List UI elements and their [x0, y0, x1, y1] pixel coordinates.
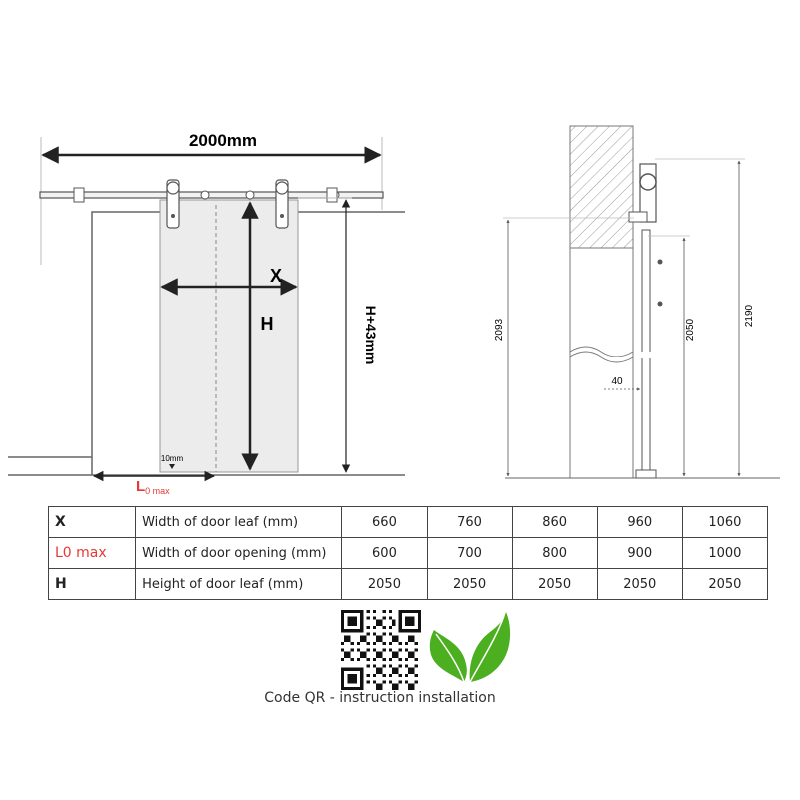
- table-cell: 960: [597, 507, 682, 538]
- hanger-left: [167, 180, 179, 228]
- dim-40-label: 40: [611, 376, 623, 387]
- table-cell: 2050: [682, 569, 767, 600]
- door-leaf-side: [642, 230, 650, 472]
- table-cell: 2050: [597, 569, 682, 600]
- h-label: H: [260, 314, 274, 334]
- table-cell: 1000: [682, 538, 767, 569]
- l0-label: L0 max: [136, 478, 170, 496]
- dim-2050-label: 2050: [685, 318, 696, 342]
- table-cell: 660: [342, 507, 427, 538]
- hanger-right: [276, 180, 288, 228]
- table-cell: 600: [342, 538, 427, 569]
- table-cell: 900: [597, 538, 682, 569]
- table-cell: 860: [512, 507, 597, 538]
- qr-caption: Code QR - instruction installation: [264, 690, 496, 706]
- eco-leaf-icon: [424, 608, 512, 688]
- table-cell: 700: [427, 538, 512, 569]
- x-label: X: [269, 266, 283, 286]
- row-description: Height of door leaf (mm): [136, 569, 342, 600]
- door-leaf: [160, 200, 298, 472]
- table-row: [49, 569, 768, 600]
- row-symbol: H: [49, 569, 136, 600]
- dimensions-table: [48, 506, 768, 600]
- rail-length-label: 2000mm: [188, 131, 258, 150]
- row-description: Width of door leaf (mm): [136, 507, 342, 538]
- front-view: [8, 131, 405, 496]
- dim-2190-label: 2190: [744, 304, 755, 328]
- qr-code[interactable]: [341, 610, 421, 690]
- h-plus-label: H+43mm: [363, 305, 379, 365]
- row-description: Width of door opening (mm): [136, 538, 342, 569]
- row-symbol: X: [49, 507, 136, 538]
- table-row: [49, 538, 768, 569]
- table-cell: 1060: [682, 507, 767, 538]
- table-cell: 800: [512, 538, 597, 569]
- table-cell: 2050: [512, 569, 597, 600]
- table-cell: 760: [427, 507, 512, 538]
- gap-label: 10mm: [160, 454, 184, 463]
- roller-wheel: [640, 174, 656, 190]
- lintel-block: [570, 126, 633, 248]
- row-symbol: L0 max: [49, 538, 136, 569]
- side-view: [494, 126, 780, 478]
- table-cell: 2050: [342, 569, 427, 600]
- table-row: [49, 507, 768, 538]
- wall-section: [570, 248, 633, 478]
- table-cell: 2050: [427, 569, 512, 600]
- dim-2093-label: 2093: [494, 318, 505, 342]
